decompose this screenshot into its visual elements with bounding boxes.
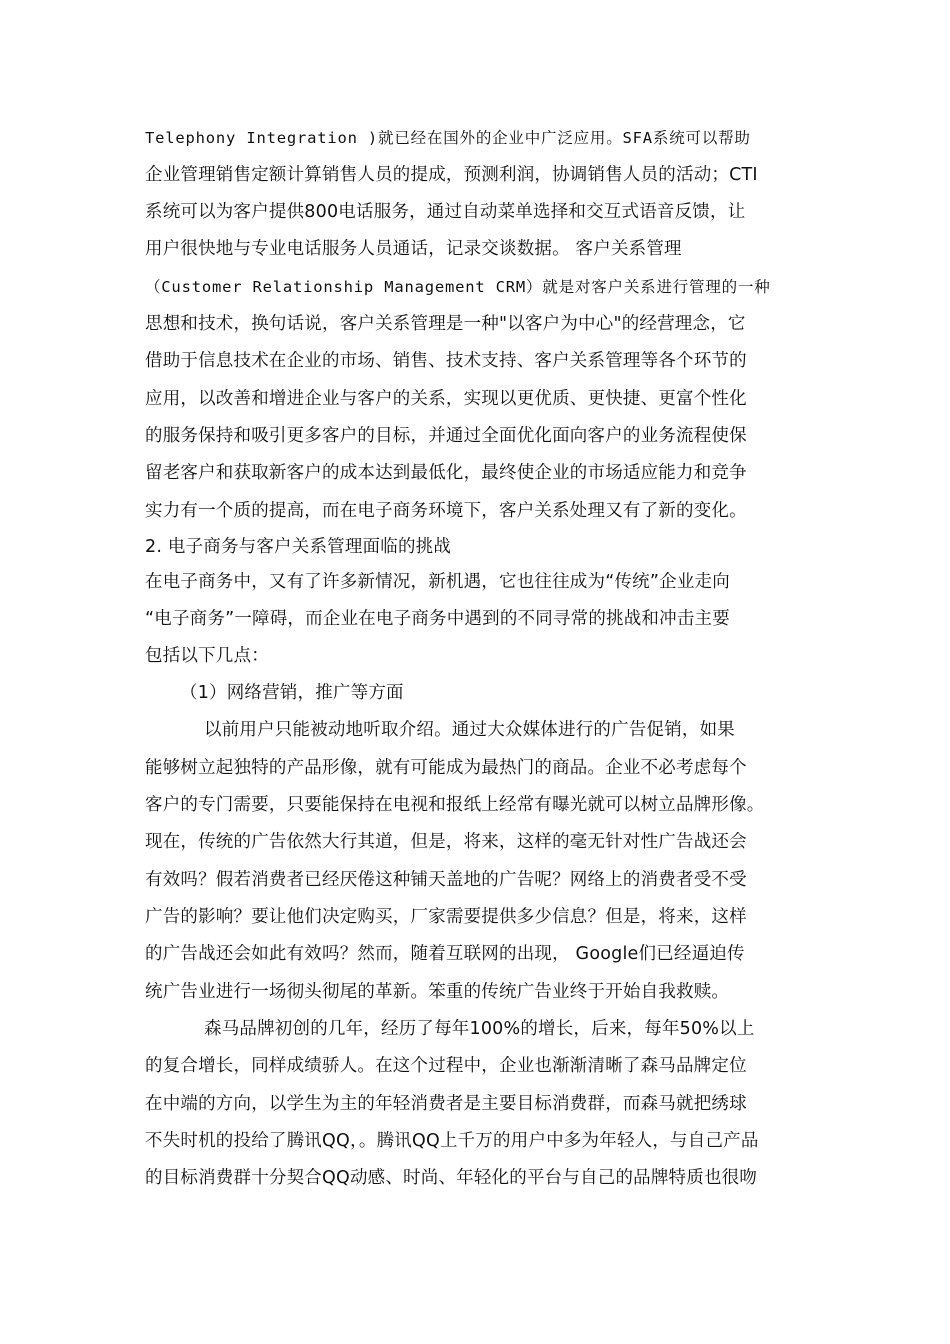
text-line: 的服务保持和吸引更多客户的目标，并通过全面优化面向客户的业务流程使保: [145, 426, 747, 446]
text-line: 借助于信息技术在企业的市场、销售、技术支持、客户关系管理等各个环节的: [145, 351, 747, 371]
text-line: 用户很快地与专业电话服务人员通话，记录交谈数据。 客户关系管理: [145, 239, 682, 259]
text-line: 在中端的方向，以学生为主的年轻消费者是主要目标消费群，而森马就把绣球: [145, 1094, 747, 1114]
text-line: 以前用户只能被动地听取介绍。通过大众媒体进行的广告促销，如果: [204, 720, 735, 740]
text-line: 的复合增长，同样成绩骄人。在这个过程中，企业也渐渐清晰了森马品牌定位: [145, 1056, 747, 1076]
text-line: 应用，以改善和增进企业与客户的关系，实现以更优质、更快捷、更富个性化: [145, 389, 747, 409]
text-line: 企业管理销售定额计算销售人员的提成，预测利润，协调销售人员的活动；CTI: [145, 165, 758, 185]
text-line: （Customer Relationship Management CRM）就是对客户关系进行管理的一种: [145, 278, 771, 296]
text-line: 实力有一个质的提高，而在电子商务环境下，客户关系处理又有了新的变化。: [145, 501, 747, 521]
text-line: 包括以下几点：: [145, 646, 269, 666]
text-line: 留老客户和获取新客户的成本达到最低化，最终使企业的市场适应能力和竞争: [145, 463, 747, 483]
text-line: 的广告战还会如此有效吗？然而，随着互联网的出现， Google们已经逼迫传: [145, 944, 745, 964]
text-line: 有效吗？假若消费者已经厌倦这种铺天盖地的广告呢？网络上的消费者受不受: [145, 870, 747, 890]
text-line: 广告的影响？要让他们决定购买，厂家需要提供多少信息？但是，将来，这样: [145, 907, 747, 927]
text-line: 不失时机的投给了腾讯QQ，。腾讯QQ上千万的用户中多为年轻人，与自己产品: [145, 1131, 759, 1151]
text-line: 统广告业进行一场彻头彻尾的革新。笨重的传统广告业终于开始自我救赎。: [145, 982, 730, 1002]
text-line: 客户的专门需要，只要能保持在电视和报纸上经常有曝光就可以树立品牌形像。: [145, 795, 765, 815]
text-line: 思想和技术，换句话说，客户关系管理是一种"以客户为中心"的经营理念，它: [145, 314, 746, 334]
text-line: 的目标消费群十分契合QQ动感、时尚、年轻化的平台与自己的品牌特质也很吻: [145, 1168, 758, 1188]
text-line: 系统可以为客户提供800电话服务，通过自动菜单选择和交互式语音反馈，让: [145, 202, 746, 222]
text-line: 在电子商务中，又有了许多新情况，新机遇，它也往往成为“传统”企业走向: [145, 572, 730, 592]
text-line: 森马品牌初创的几年，经历了每年100%的增长，后来，每年50%以上: [204, 1019, 755, 1039]
text-line: Telephony Integration )就已经在国外的企业中广泛应用。SFA系统可以帮助: [145, 129, 751, 147]
section-heading: 2. 电子商务与客户关系管理面临的挑战: [145, 537, 452, 557]
text-line: “电子商务”一障碍，而企业在电子商务中遇到的不同寻常的挑战和冲击主要: [145, 609, 730, 629]
text-line: 现在，传统的广告依然大行其道，但是，将来，这样的毫无针对性广告战还会: [145, 832, 747, 852]
text-line: 能够树立起独特的产品形像，就有可能成为最热门的商品。企业不必考虑每个: [145, 758, 747, 778]
subsection-heading: （1）网络营销，推广等方面: [180, 683, 404, 703]
